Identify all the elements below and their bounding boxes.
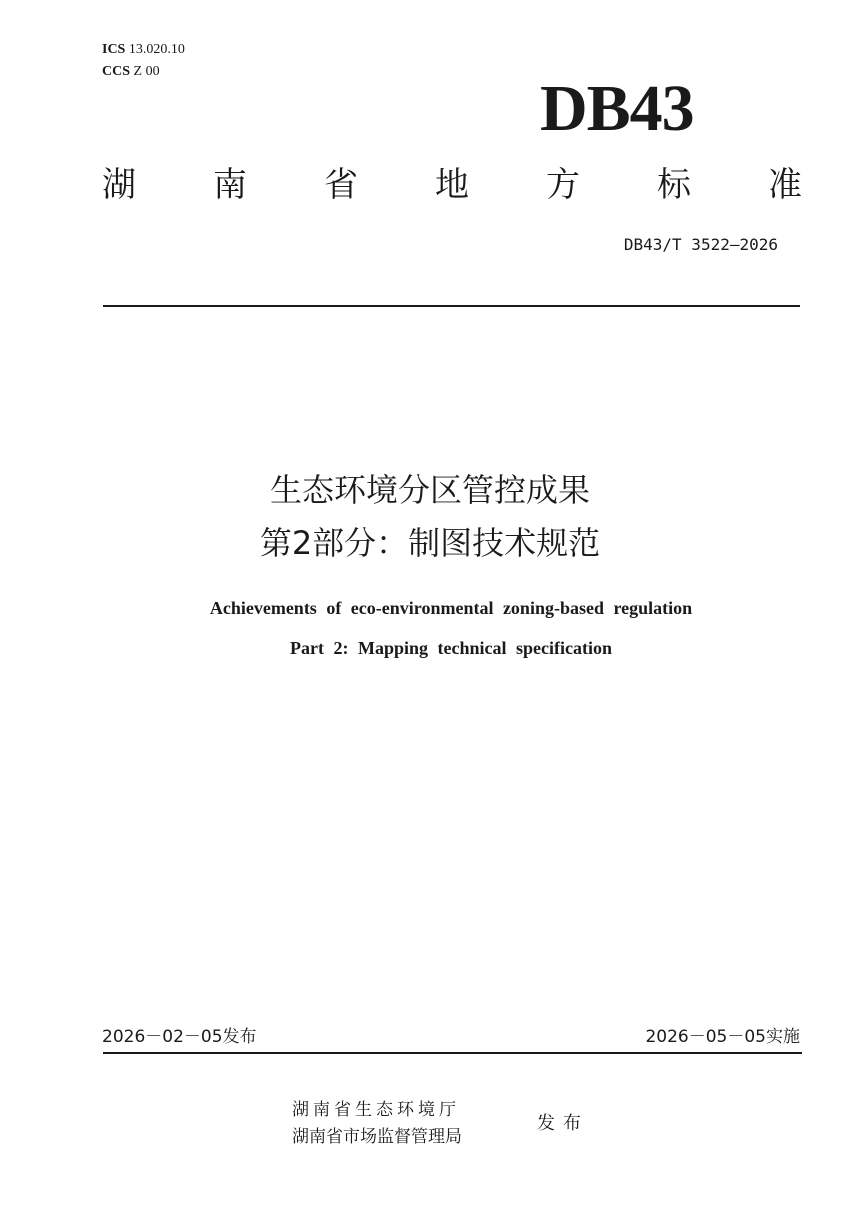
ics-label: ICS (102, 42, 126, 57)
category-char: 方 (546, 165, 580, 205)
ccs-line (102, 64, 160, 80)
title-en-line1: Achievements of eco-environmental zoning-based regulation (209, 598, 693, 618)
ics-code: 13.020.10 (128, 42, 185, 57)
title-zh-line1: 生态环境分区管控成果 (269, 471, 590, 509)
publish-label: 发布 (537, 1113, 589, 1134)
standard-category (102, 160, 802, 210)
title-en-line2: Part 2: Mapping technical specification (290, 638, 612, 658)
category-char: 标 (657, 165, 691, 205)
issuer-market-regulation: 湖南省市场监督管理局 (292, 1127, 462, 1147)
ics-line (102, 42, 185, 58)
footer-divider (103, 1052, 802, 1054)
category-char: 地 (435, 165, 469, 205)
db43-logo: DB43 (540, 72, 694, 145)
title-zh-line2: 第2部分：制图技术规范 (259, 524, 601, 562)
standard-number: DB43/T 3522—2026 (623, 235, 778, 254)
category-char: 湖 (102, 165, 136, 205)
issuer-ecology-department: 湖南省生态环境厅 (292, 1100, 460, 1120)
ccs-code: Z 00 (133, 64, 160, 79)
ccs-label: CCS (102, 64, 131, 79)
header-divider (103, 305, 800, 307)
category-char: 南 (213, 165, 247, 205)
category-char: 准 (768, 165, 802, 205)
category-char: 省 (324, 165, 358, 205)
implementation-date: 2026－05－05实施 (645, 1027, 800, 1047)
release-date: 2026－02－05发布 (102, 1027, 257, 1047)
